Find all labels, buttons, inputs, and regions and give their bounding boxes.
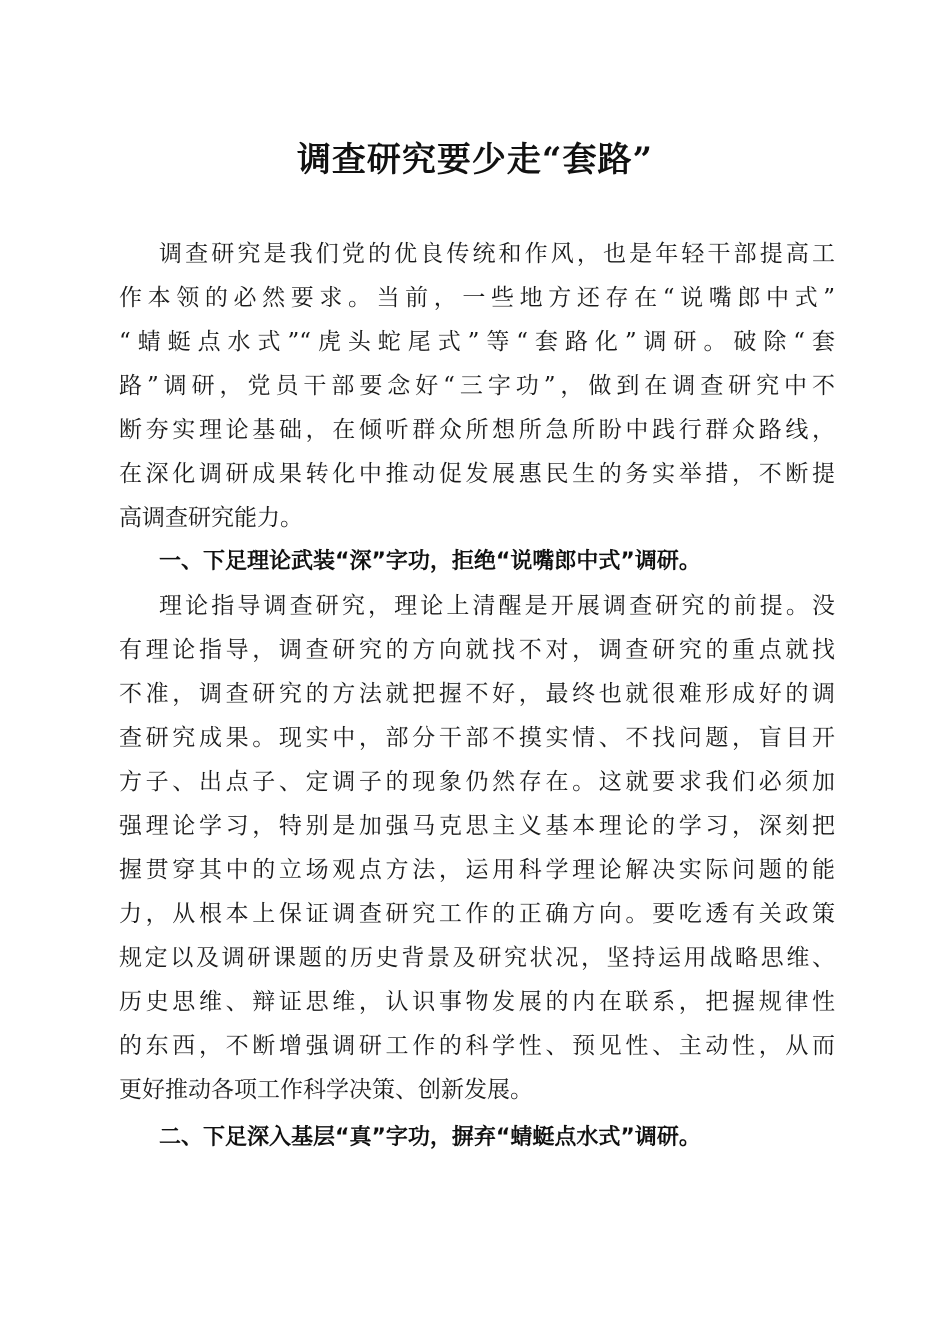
paragraph-line: 更好推动各项工作科学决策、创新发展。 <box>119 1077 533 1103</box>
section-1-paragraph <box>119 584 835 1112</box>
intro-paragraph <box>119 232 835 540</box>
paragraph-line: 断夯实理论基础，在倾听群众所想所急所盼中践行群众路线， <box>119 417 835 443</box>
section-heading-1: 一、下足理论武装“深”字功，拒绝“说嘴郎中式”调研。 <box>159 549 701 574</box>
paragraph-line: 握贯穿其中的立场观点方法，运用科学理论解决实际问题的能 <box>119 857 835 883</box>
section-heading-2: 二、下足深入基层“真”字功，摒弃“蜻蜓点水式”调研。 <box>159 1125 701 1150</box>
paragraph-line: 的东西，不断增强调研工作的科学性、预见性、主动性，从而 <box>119 1033 835 1059</box>
paragraph-line: 调查研究是我们党的优良传统和作风，也是年轻干部提高工 <box>159 241 835 267</box>
paragraph-line: 不准，调查研究的方法就把握不好，最终也就很难形成好的调 <box>119 681 835 707</box>
paragraph-line: 规定以及调研课题的历史背景及研究状况，坚持运用战略思维、 <box>119 945 835 971</box>
paragraph-line: 查研究成果。现实中，部分干部不摸实情、不找问题，盲目开 <box>119 725 835 751</box>
paragraph-line: 强理论学习，特别是加强马克思主义基本理论的学习，深刻把 <box>119 813 835 839</box>
paragraph-line: 方子、出点子、定调子的现象仍然存在。这就要求我们必须加 <box>119 769 835 795</box>
paragraph-line: 在深化调研成果转化中推动促发展惠民生的务实举措，不断提 <box>119 461 835 487</box>
paragraph-line: 历史思维、辩证思维，认识事物发展的内在联系，把握规律性 <box>119 989 835 1015</box>
paragraph-line: 路”调研，党员干部要念好“三字功”，做到在调查研究中不 <box>119 373 835 399</box>
paragraph-line: 力，从根本上保证调查研究工作的正确方向。要吃透有关政策 <box>119 901 835 927</box>
paragraph-line: 作本领的必然要求。当前，一些地方还存在“说嘴郎中式” <box>119 285 835 311</box>
paragraph-line: 高调查研究能力。 <box>119 505 303 531</box>
document-title: 调查研究要少走“套路” <box>296 140 654 180</box>
paragraph-line: 理论指导调查研究，理论上清醒是开展调查研究的前提。没 <box>159 593 835 619</box>
paragraph-line: 有理论指导，调查研究的方向就找不对，调查研究的重点就找 <box>119 637 835 663</box>
document-body <box>119 232 835 1160</box>
paragraph-line: “蜻蜓点水式”“虎头蛇尾式”等“套路化”调研。破除“套 <box>119 329 835 355</box>
